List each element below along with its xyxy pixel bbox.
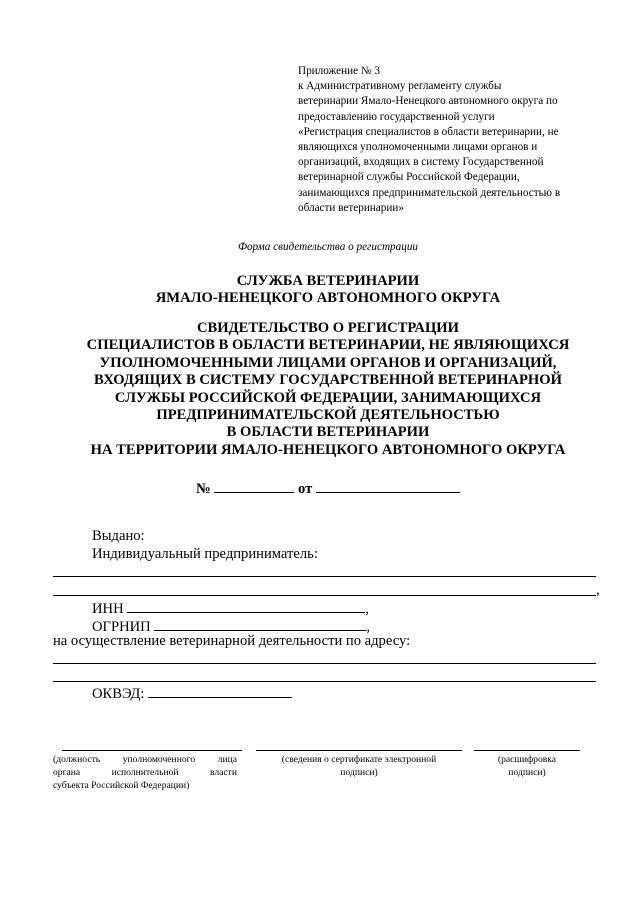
certificate-info-line[interactable] xyxy=(256,750,462,751)
inn-field[interactable] xyxy=(127,599,365,613)
issued-label: Выдано: xyxy=(92,528,145,544)
position-caption-line: субъекта Российской Федерации) xyxy=(53,779,190,791)
position-caption-word: уполномоченного xyxy=(122,754,196,765)
appendix-line: «Регистрация специалистов в области ветеринарии, не xyxy=(298,125,559,138)
inn-row xyxy=(92,599,369,618)
position-caption-word: (должность xyxy=(53,754,101,765)
address-field-line-2[interactable] xyxy=(53,681,596,682)
certificate-title xyxy=(0,320,640,459)
decoding-caption-line: (расшифровка xyxy=(497,754,557,765)
certificate-info-caption-line: подписи) xyxy=(340,766,378,778)
comma: , xyxy=(366,619,371,635)
appendix-line: занимающихся предпринимательской деятельностью в xyxy=(298,186,561,199)
form-caption: Форма свидетельства о регистрации xyxy=(237,241,419,253)
appendix-line: ветеринарной службы Российской Федерации, xyxy=(298,171,520,184)
date-from-label: от xyxy=(298,481,313,497)
certificate-title-line: ВХОДЯЩИХ В СИСТЕМУ ГОСУДАРСТВЕННОЙ ВЕТЕРИНАРНОЙ xyxy=(94,372,562,389)
appendix-line: ветеринарии Ямало-Ненецкого автономного округа по xyxy=(298,95,558,108)
appendix-line: Приложение № 3 xyxy=(298,65,380,77)
certificate-title-line: НА ТЕРРИТОРИИ ЯМАЛО-НЕНЕЦКОГО АВТОНОМНОГО ОКРУГА xyxy=(90,441,566,458)
certificate-number-line xyxy=(0,479,640,498)
ogrnip-field[interactable] xyxy=(154,617,366,631)
certificate-title-line: СВИДЕТЕЛЬСТВО О РЕГИСТРАЦИИ xyxy=(196,320,460,336)
certificate-title-line: СПЕЦИАЛИСТОВ В ОБЛАСТИ ВЕТЕРИНАРИИ, НЕ ЯВЛЯЮЩИХСЯ xyxy=(86,337,570,354)
position-caption xyxy=(53,754,237,792)
position-caption-word: органа xyxy=(53,766,81,778)
appendix-note xyxy=(298,64,610,216)
appendix-line: области ветеринарии» xyxy=(298,201,404,214)
entrepreneur-label: Индивидуальный предприниматель: xyxy=(92,546,318,562)
ogrnip-label: ОГРНИП xyxy=(92,619,151,635)
certificate-info-caption xyxy=(256,754,462,780)
address-label: на осуществление ветеринарной деятельности по адресу: xyxy=(53,633,411,649)
appendix-line: предоставлению государственной услуги xyxy=(298,110,495,123)
appendix-line: организаций, входящих в систему Государственной xyxy=(298,156,544,169)
number-field[interactable] xyxy=(214,479,294,493)
comma: , xyxy=(596,582,600,598)
date-field[interactable] xyxy=(316,479,460,493)
position-caption-word: власти xyxy=(209,766,237,778)
okved-field[interactable] xyxy=(148,684,292,698)
entrepreneur-name-field-line-2[interactable] xyxy=(53,595,596,596)
service-title-line: СЛУЖБА ВЕТЕРИНАРИИ xyxy=(236,273,420,289)
position-caption-word: исполнительной xyxy=(111,766,179,778)
certificate-title-line: УПОЛНОМОЧЕННЫМИ ЛИЦАМИ ОРГАНОВ И ОРГАНИЗАЦИЙ, xyxy=(99,354,557,371)
entrepreneur-name-field-line-1[interactable] xyxy=(53,576,596,577)
certificate-title-line: В ОБЛАСТИ ВЕТЕРИНАРИИ xyxy=(226,424,430,441)
service-title xyxy=(0,273,640,308)
service-title-line: ЯМАЛО-НЕНЕЦКОГО АВТОНОМНОГО ОКРУГА xyxy=(155,290,501,307)
decoding-caption-line: подписи) xyxy=(508,766,546,778)
address-field-line-1[interactable] xyxy=(53,663,596,664)
appendix-line: являющихся уполномоченными лицами органов и xyxy=(298,141,538,154)
position-signature-line[interactable] xyxy=(62,750,242,751)
decoding-caption xyxy=(474,754,580,780)
certificate-title-line: СЛУЖБЫ РОССИЙСКОЙ ФЕДЕРАЦИИ, ЗАНИМАЮЩИХСЯ xyxy=(114,389,542,406)
okved-label: ОКВЭД: xyxy=(92,686,145,702)
position-caption-word: лица xyxy=(217,754,237,765)
certificate-title-line: ПРЕДПРИНИМАТЕЛЬСКОЙ ДЕЯТЕЛЬНОСТЬЮ xyxy=(156,407,500,424)
certificate-info-caption-line: (сведения о сертификате электронной xyxy=(281,754,437,765)
appendix-line: к Административному регламенту службы xyxy=(298,80,502,93)
comma: , xyxy=(365,601,369,617)
decoding-signature-line[interactable] xyxy=(474,750,580,751)
inn-label: ИНН xyxy=(92,601,124,617)
okved-row xyxy=(92,684,292,703)
number-label: № xyxy=(196,481,211,497)
